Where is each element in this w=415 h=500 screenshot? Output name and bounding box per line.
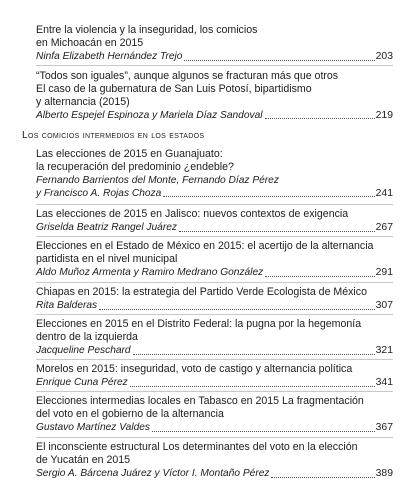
toc-entry-page-number: 367 <box>375 422 393 433</box>
toc-entry <box>36 240 393 280</box>
toc-entry-page-number: 241 <box>375 187 393 199</box>
toc-entry-author-row <box>36 222 393 235</box>
toc-entry-author-row <box>36 345 393 358</box>
dot-leader <box>271 476 374 478</box>
toc-entry-author: Fernando Barrientos del Monte, Fernando Díaz Pérez <box>36 174 279 186</box>
toc-entry <box>36 24 393 64</box>
toc-entry-author-row <box>36 468 393 481</box>
toc-entry-author: Enrique Cuna Pérez <box>36 377 128 389</box>
toc-entry-page-number: 307 <box>375 300 393 312</box>
dot-leader <box>152 430 375 432</box>
toc-entry-author-row <box>36 377 393 390</box>
toc-entry-author-continued: y Francisco A. Rojas Choza <box>36 187 162 199</box>
dot-leader <box>184 59 374 61</box>
toc-entry-author: Aldo Muñoz Armenta y Ramiro Medrano González <box>36 267 264 278</box>
entry-divider <box>36 314 393 315</box>
toc-entry-title: Las elecciones de 2015 en Guanajuato: la recuperación del predominio ¿endeble? <box>36 148 234 173</box>
toc-entry-author: Rita Balderas <box>36 300 98 312</box>
entry-divider <box>36 391 393 392</box>
toc-entry-page-number: 341 <box>375 377 393 389</box>
toc-entry-author: Sergio A. Bárcena Juárez y Víctor I. Montaño Pérez <box>36 468 270 479</box>
toc-entry-title: Chiapas en 2015: la estrategia del Partido Verde Ecologista de México <box>36 286 367 298</box>
entry-divider <box>36 65 393 66</box>
dot-leader <box>130 385 375 387</box>
toc-entry <box>36 208 393 235</box>
toc-entry <box>36 363 393 390</box>
toc-entry-page-number: 389 <box>375 468 393 479</box>
toc-entry-title: Elecciones en el Estado de México en 2015: el acertijo de la alternancia partidista en el nivel municipal <box>36 240 374 265</box>
toc-entry-author: Griselda Beatriz Rangel Juárez <box>36 222 177 234</box>
toc-entry-author-row <box>36 267 393 280</box>
toc-entry-title: El inconsciente estructural Los determinantes del voto en la elección de Yucatán en 2015 <box>36 441 358 466</box>
entry-divider <box>36 236 393 237</box>
toc-entry-title: Elecciones en 2015 en el Distrito Federal: la pugna por la hegemonía dentro de la izquierda <box>36 318 362 343</box>
dot-leader <box>163 195 374 197</box>
toc-entry-page-number: 203 <box>375 51 393 62</box>
entry-divider <box>36 204 393 205</box>
toc-entry-title: Morelos en 2015: inseguridad, voto de castigo y alternancia política <box>36 363 353 375</box>
toc-entry <box>36 286 393 313</box>
toc-entry <box>36 395 393 435</box>
toc-entry <box>36 441 393 481</box>
toc-entry-author-row <box>36 422 393 435</box>
dot-leader <box>133 353 375 355</box>
toc-entry-author-row <box>36 187 393 200</box>
toc-entry-author: Jacqueline Peschard <box>36 345 131 356</box>
toc-entry-title: “Todos son iguales”, aunque algunos se fracturan más que otros El caso de la gubernatura de San Luis Potosí, bipartidismo y alternancia (2015) <box>36 70 339 108</box>
toc-entry-title: Entre la violencia y la inseguridad, los comicios en Michoacán en 2015 <box>36 24 258 49</box>
toc-entry <box>36 70 393 122</box>
entry-divider <box>36 282 393 283</box>
toc-entry <box>36 318 393 358</box>
toc-entry-author-row <box>36 109 393 122</box>
dot-leader <box>99 308 375 310</box>
toc-entry-page-number: 321 <box>375 345 393 356</box>
toc-entry-author-row <box>36 51 393 64</box>
dot-leader <box>179 230 375 232</box>
dot-leader <box>265 275 374 277</box>
entry-divider <box>36 437 393 438</box>
toc-entry <box>36 148 393 200</box>
toc-entry-page-number: 219 <box>375 109 393 121</box>
toc-entry-author: Gustavo Martínez Valdes <box>36 422 151 433</box>
section-heading: Los comicios intermedios en los estados <box>22 130 205 141</box>
toc-entry-author-row <box>36 300 393 313</box>
toc-entry-page-number: 267 <box>375 222 393 234</box>
toc-entry-page-number: 291 <box>375 267 393 278</box>
toc-entry-author: Ninfa Elizabeth Hernández Trejo <box>36 51 183 62</box>
toc-entry-title: Elecciones intermedias locales en Tabasco en 2015 La fragmentación del voto en el gobierno de la alternancia <box>36 395 364 420</box>
toc-entry-title: Las elecciones de 2015 en Jalisco: nuevos contextos de exigencia <box>36 208 349 220</box>
dot-leader <box>265 117 375 119</box>
toc-entry-author: Alberto Espejel Espinoza y Mariela Díaz Sandoval <box>36 109 263 121</box>
entry-divider <box>36 359 393 360</box>
